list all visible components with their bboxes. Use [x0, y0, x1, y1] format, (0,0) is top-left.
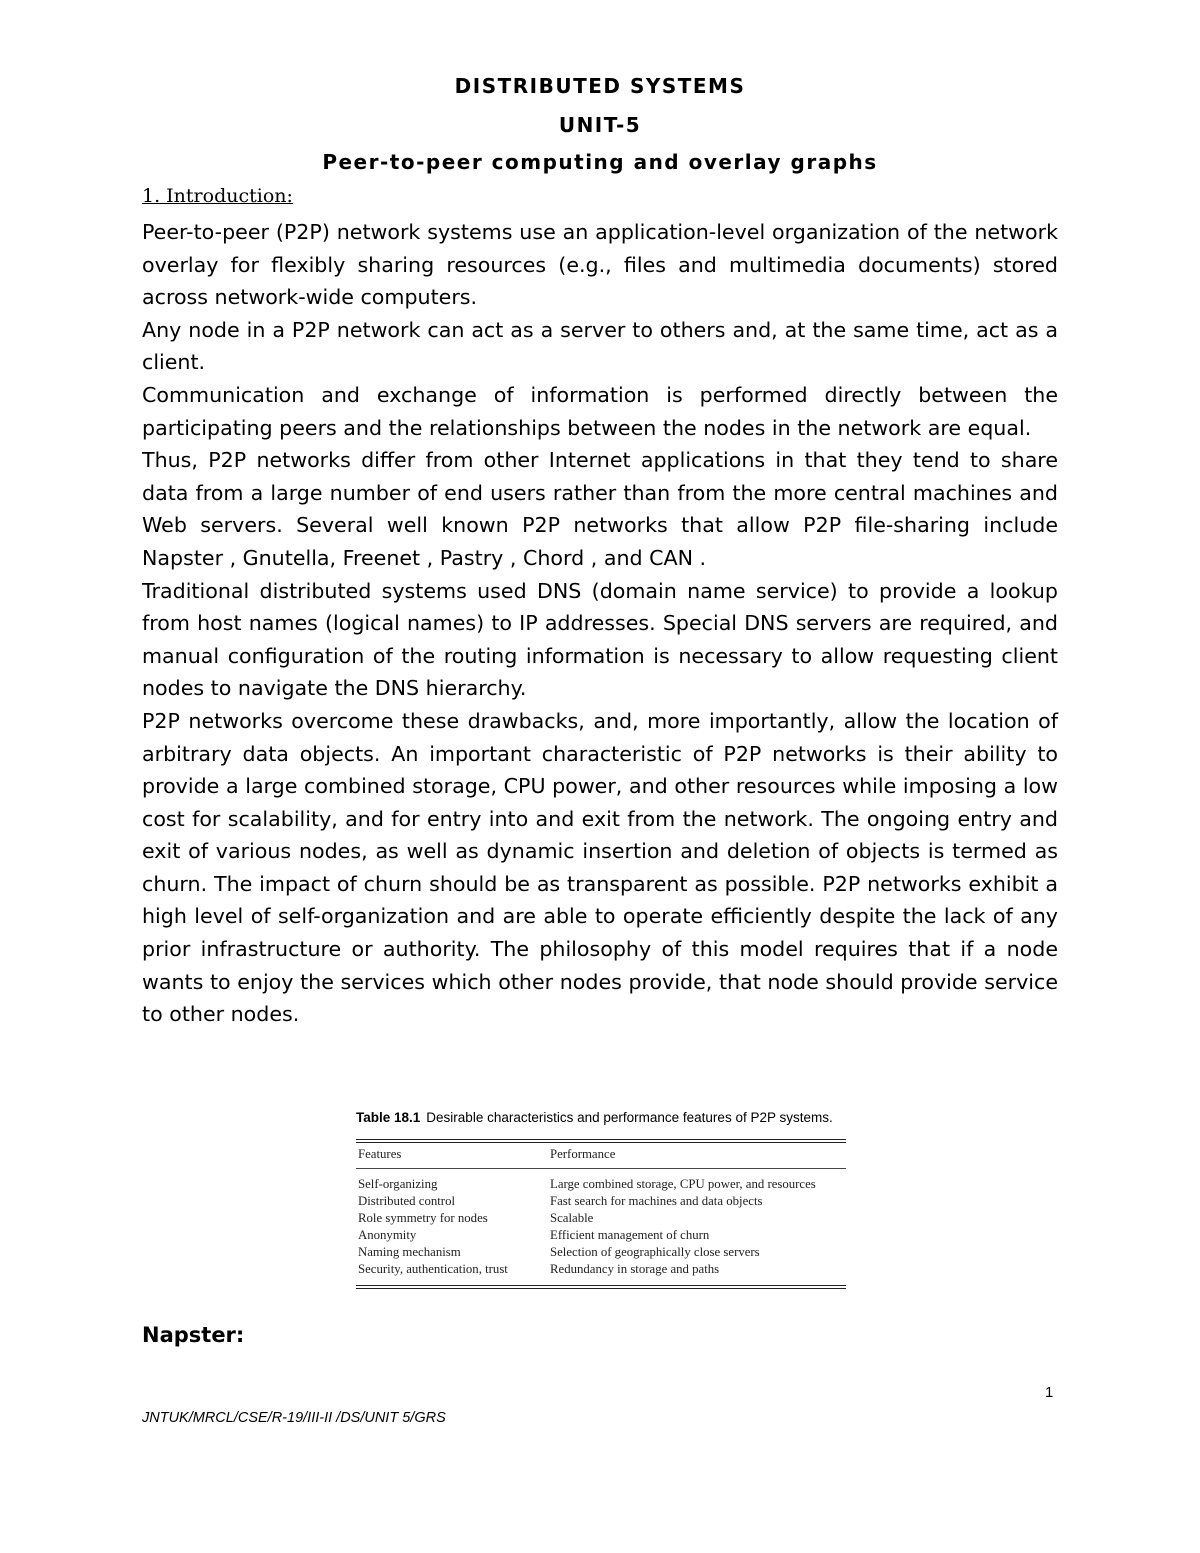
- column-header-performance: Performance: [550, 1147, 616, 1161]
- table-cell: Large combined storage, CPU power, and resources: [550, 1177, 816, 1191]
- features-table-figure: [356, 1110, 846, 1289]
- table-row: [356, 1227, 846, 1244]
- table-caption-text: Desirable characteristics and performance features of P2P systems.: [426, 1110, 833, 1125]
- features-table: [356, 1143, 846, 1168]
- table-row: [356, 1210, 846, 1227]
- table-row: [356, 1193, 846, 1210]
- table-cell: Anonymity: [358, 1228, 417, 1242]
- section-heading-napster: Napster:: [142, 1323, 245, 1347]
- chapter-subtitle: Peer-to-peer computing and overlay graphs: [322, 150, 878, 174]
- paragraph: Communication and exchange of information is performed directly between the participating peers and the relationships between the nodes in the network are equal.: [142, 382, 1058, 440]
- introduction-body: [142, 216, 1058, 1031]
- table-cell: Selection of geographically close servers: [550, 1245, 760, 1259]
- paragraph: Any node in a P2P network can act as a server to others and, at the same time, act as a client.: [142, 317, 1058, 375]
- features-table-body: [356, 1169, 846, 1285]
- document-title: DISTRIBUTED SYSTEMS: [454, 74, 746, 98]
- table-header-row: [356, 1143, 846, 1168]
- paragraph: Thus, P2P networks differ from other Internet applications in that they tend to share data from a large number of end users rather than from the more central machines and Web servers. Several well known P2P networks that allow P2P file-sharing include Napster , Gnutella, Freenet , Pastry , Chord , and CAN .: [142, 448, 1058, 570]
- table-row: [356, 1261, 846, 1285]
- table-cell: Self-organizing: [358, 1177, 438, 1191]
- table-cell: Naming mechanism: [358, 1245, 461, 1259]
- table-bottom-rule: [356, 1285, 846, 1289]
- table-cell: Distributed control: [358, 1194, 456, 1208]
- paragraph: P2P networks overcome these drawbacks, and, more importantly, allow the location of arbitrary data objects. An important characteristic of P2P networks is their ability to provide a large combined storage, CPU power, and other resources while imposing a low cost for scalability, and for entry into and exit from the network. The ongoing entry and exit of various nodes, as well as dynamic insertion and deletion of objects is termed as churn. The impact of churn should be as transparent as possible. P2P networks exhibit a high level of self-organization and are able to operate efficiently despite the lack of any prior infrastructure or authority. The philosophy of this model requires that if a node wants to enjoy the services which other nodes provide, that node should provide service to other nodes.: [142, 708, 1058, 1027]
- paragraph: Traditional distributed systems used DNS (domain name service) to provide a lookup from host names (logical names) to IP addresses. Special DNS servers are required, and manual configuration of the routing information is necessary to allow requesting client nodes to navigate the DNS hierarchy.: [142, 578, 1058, 701]
- table-cell: Security, authentication, trust: [358, 1262, 508, 1276]
- table-cell: Role symmetry for nodes: [358, 1211, 488, 1225]
- table-row: [356, 1169, 846, 1193]
- paragraph: Peer-to-peer (P2P) network systems use an application-level organization of the network overlay for flexibly sharing resources (e.g., files and multimedia documents) stored across network-wide computers.: [142, 220, 1058, 310]
- section-heading-introduction: 1. Introduction:: [142, 185, 293, 207]
- table-row: [356, 1244, 846, 1261]
- table-cell: Fast search for machines and data objects: [550, 1194, 763, 1208]
- column-header-features: Features: [358, 1147, 402, 1161]
- page-footer: JNTUK/MRCL/CSE/R-19/III-II /DS/UNIT 5/GRS: [142, 1410, 446, 1426]
- table-label: Table 18.1: [356, 1110, 421, 1125]
- table-cell: Redundancy in storage and paths: [550, 1262, 720, 1276]
- page-number: 1: [1045, 1384, 1054, 1401]
- unit-heading: UNIT-5: [558, 113, 642, 137]
- table-cell: Scalable: [550, 1211, 594, 1225]
- table-cell: Efficient management of churn: [550, 1228, 710, 1242]
- table-caption: [356, 1110, 846, 1125]
